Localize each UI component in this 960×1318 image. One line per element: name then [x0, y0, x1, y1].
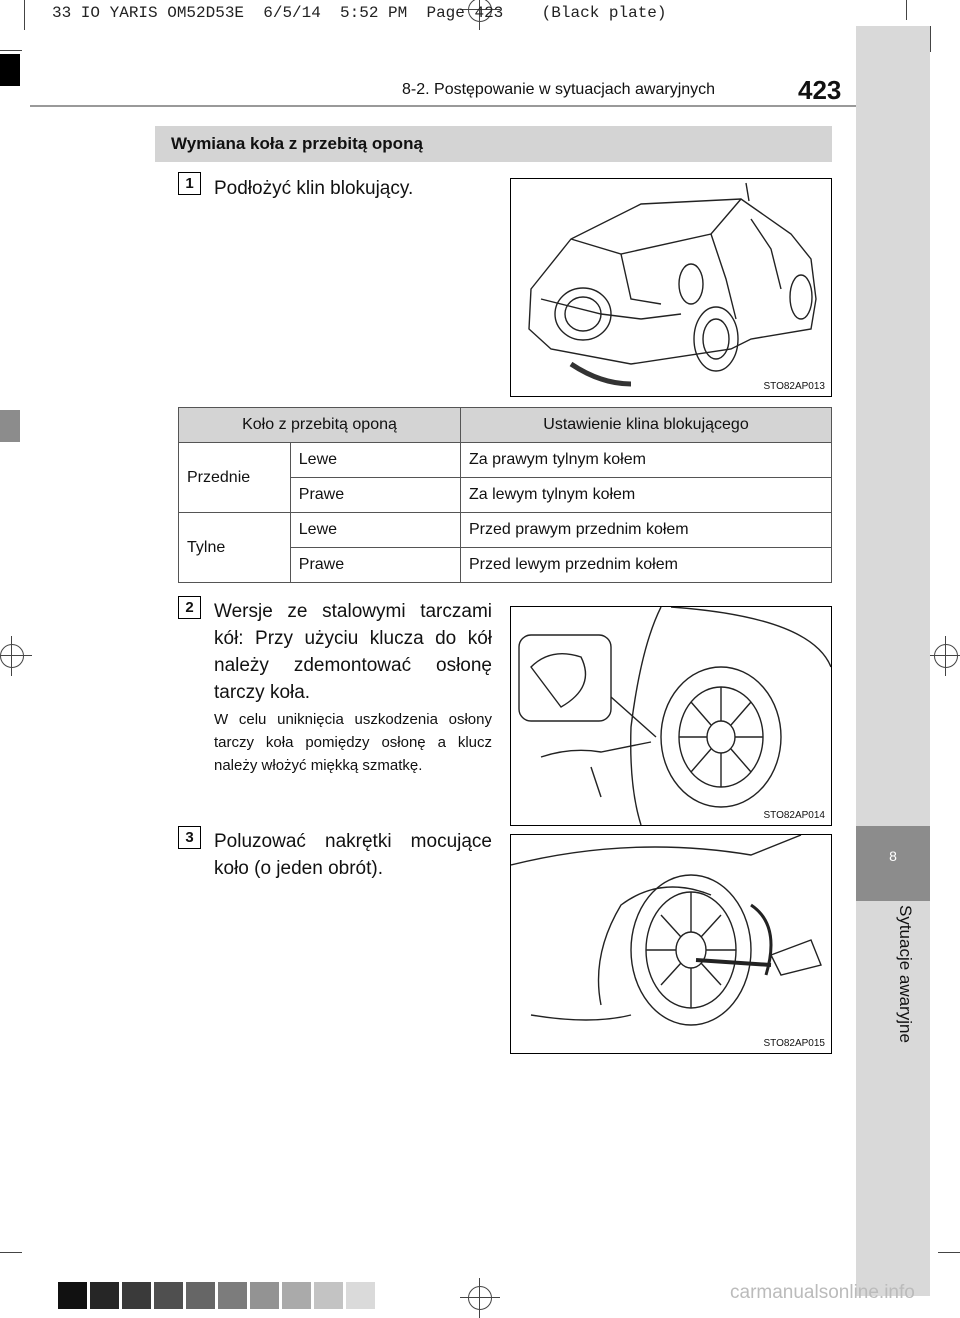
registration-mark	[460, 1278, 500, 1318]
table-header: Ustawienie klina blokującego	[461, 408, 832, 443]
print-slug: 33 IO YARIS OM52D53E 6/5/14 5:52 PM Page 423 (Black plate)	[52, 4, 667, 22]
color-swatch	[154, 1282, 183, 1309]
hubcap-removal-illustration	[510, 606, 832, 826]
step-number: 3	[178, 826, 201, 849]
chapter-sidebar	[856, 26, 930, 1296]
table-group-label: Tylne	[179, 513, 291, 583]
table-group-label: Przednie	[179, 443, 291, 513]
chock-placement-table	[178, 407, 832, 583]
crop-line	[938, 1252, 960, 1253]
table-cell: Prawe	[290, 478, 460, 513]
wheel-nuts-illustration-svg	[511, 835, 831, 1053]
table-cell: Przed prawym przednim kołem	[461, 513, 832, 548]
color-swatch	[122, 1282, 151, 1309]
table-cell: Lewe	[290, 443, 460, 478]
running-header: 8-2. Postępowanie w sytuacjach awaryjnych	[402, 81, 716, 98]
hubcap-illustration-svg	[511, 607, 831, 825]
step-text: Podłożyć klin blokujący.	[214, 178, 414, 199]
car-chock-illustration	[510, 178, 832, 397]
chapter-title-text: Sytuacje awaryjne	[896, 905, 915, 1043]
table-header: Koło z przebitą oponą	[179, 408, 461, 443]
crop-line	[930, 26, 931, 52]
header-rule	[30, 105, 856, 107]
color-swatch	[250, 1282, 279, 1309]
loosen-nuts-illustration	[510, 834, 832, 1054]
step-text: Poluzować nakrętki mocujące koło (o jeden obrót).	[214, 831, 492, 879]
table-row	[179, 443, 832, 478]
chapter-title-vertical	[895, 905, 915, 1065]
chapter-number: 8	[889, 848, 897, 864]
color-swatch	[58, 1282, 87, 1309]
table-cell: Prawe	[290, 548, 460, 583]
step-number: 2	[178, 596, 201, 619]
color-swatch	[186, 1282, 215, 1309]
step-note: W celu uniknięcia uszkodzenia osłony tarczy koła pomiędzy osłonę a klucz należy włożyć miękką szmatkę.	[214, 711, 492, 774]
figure-code: STO82AP014	[763, 810, 825, 821]
table-cell: Przed lewym przednim kołem	[461, 548, 832, 583]
table-header-row	[179, 408, 832, 443]
table-cell: Za lewym tylnym kołem	[461, 478, 832, 513]
color-swatch	[346, 1282, 375, 1309]
section-title: Wymiana koła z przebitą oponą	[171, 134, 423, 153]
table-cell: Za prawym tylnym kołem	[461, 443, 832, 478]
page-number: 423	[798, 75, 842, 105]
figure-code: STO82AP015	[763, 1038, 825, 1049]
step-text: Wersje ze stalowymi tarczami kół: Przy użyciu klucza do kół należy zdemontować osłonę tarczy koła.	[214, 601, 492, 703]
crop-line	[906, 0, 907, 20]
color-swatch	[314, 1282, 343, 1309]
crop-mark	[0, 54, 20, 86]
table-cell: Lewe	[290, 513, 460, 548]
crop-mark	[0, 410, 20, 442]
car-illustration-svg	[511, 179, 831, 396]
registration-mark	[0, 636, 32, 676]
table-row	[179, 513, 832, 548]
color-swatch	[90, 1282, 119, 1309]
crop-line	[0, 1252, 22, 1253]
crop-line	[24, 0, 25, 30]
color-swatch	[218, 1282, 247, 1309]
step-number: 1	[178, 172, 201, 195]
figure-code: STO82AP013	[763, 381, 825, 392]
color-swatch	[282, 1282, 311, 1309]
watermark: carmanualsonline.info	[730, 1282, 915, 1303]
crop-line	[0, 50, 22, 51]
registration-mark	[926, 636, 960, 676]
section-title-bar	[155, 126, 832, 162]
